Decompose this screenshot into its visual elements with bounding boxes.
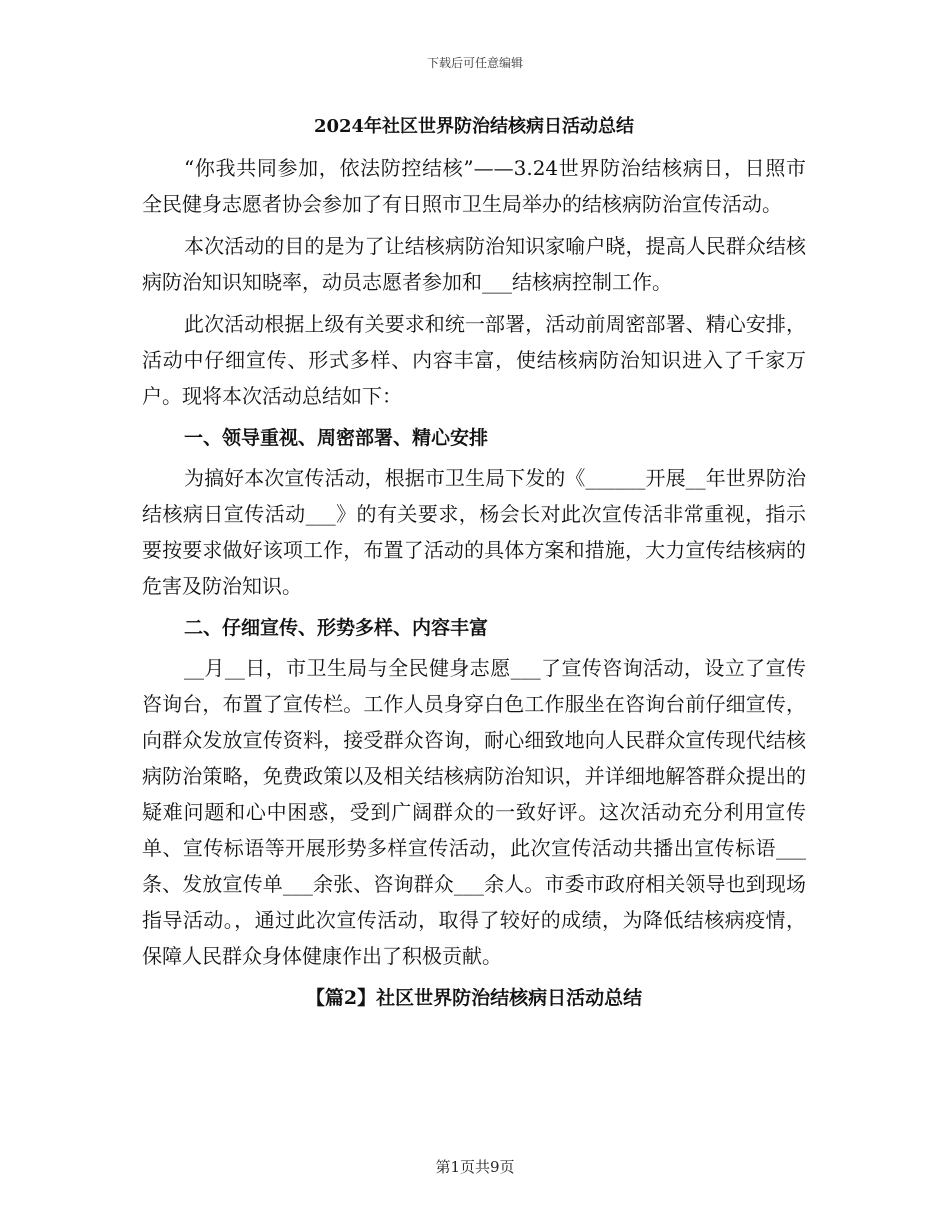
section-1-heading: 一、领导重视、周密部署、精心安排	[184, 427, 489, 449]
document-title: 2024年社区世界防治结核病日活动总结	[313, 116, 635, 137]
intro-paragraph-2: 本次活动的目的是为了让结核病防治知识家喻户晓，提高人民群众结核病防治知识知晓率，动员志愿者参加和___结核病控制工作。	[142, 234, 806, 294]
intro-paragraph-3: 此次活动根据上级有关要求和统一部署，活动前周密部署、精心安排，活动中仔细宣传、形式多样、内容丰富，使结核病防治知识进入了千家万户。现将本次活动总结如下：	[142, 312, 806, 408]
section-2-heading: 二、仔细宣传、形势多样、内容丰富	[184, 617, 489, 639]
section-1-body: 为搞好本次宣传活动，根据市卫生局下发的《______开展__年世界防治结核病日宣传活动___》的有关要求，杨会长对此次宣传活非常重视，指示要按要求做好该项工作，布置了活动的具体方案和措施，大力宣传结核病的危害及防治知识。	[142, 466, 806, 598]
section-2-body: __月__日，市卫生局与全民健身志愿___了宣传咨询活动，设立了宣传咨询台，布置了宣传栏。工作人员身穿白色工作服坐在咨询台前仔细宣传，向群众发放宣传资料，接受群众咨询，耐心细致地向人民群众宣传现代结核病防治策略，免费政策以及相关结核病防治知识，并详细地解答群众提出的疑难问题和心中困惑，受到广阔群众的一致好评。这次活动充分利用宣传单、宣传标语等开展形势多样宣传活动，此次宣传活动共播出宣传标语___条、发放宣传单___余张、咨询群众___余人。市委市政府相关领导也到现场指导活动。，通过此次宣传活动，取得了较好的成绩，为降低结核病疫情，保障人民群众身体健康作出了积极贡献。	[142, 656, 806, 968]
next-article-title: 【篇2】社区世界防治结核病日活动总结	[305, 987, 643, 1009]
page-number: 第1页共9页	[435, 1158, 515, 1176]
intro-paragraph-1: “你我共同参加，依法防控结核”——3.24世界防治结核病日，日照市全民健身志愿者协会参加了有日照市卫生局举办的结核病防治宣传活动。	[142, 156, 806, 216]
header-note: 下载后可任意编辑	[426, 56, 523, 70]
document-body	[142, 112, 806, 1016]
